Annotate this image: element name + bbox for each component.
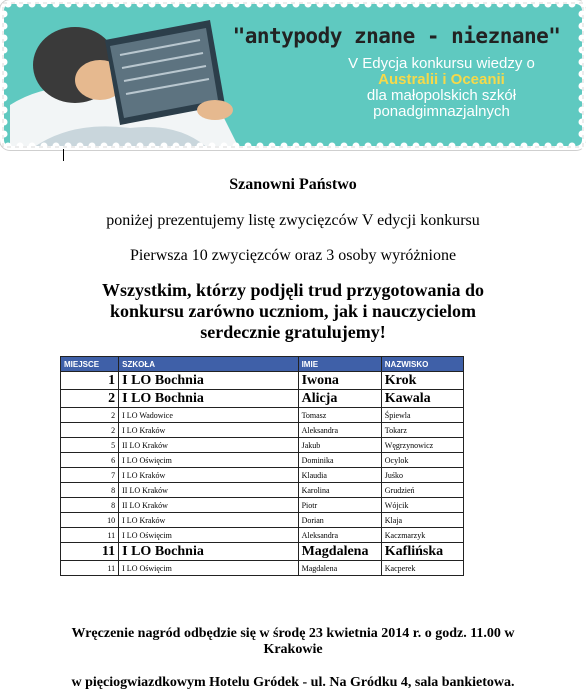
last-name-cell: Śpiewla [381,408,463,423]
table-row [61,561,464,576]
banner-line-1: V Edycja konkursu wiedzy o [304,56,579,72]
banner-line-4: ponadgimnazjalnych [304,104,579,120]
winners-table [60,356,464,576]
last-name-cell: Klaja [381,513,463,528]
school-cell: I LO Wadowice [119,408,298,423]
subtitle-text: Pierwsza 10 zwycięzców oraz 3 osoby wyróżnione [0,247,586,265]
table-row [61,468,464,483]
greeting: Szanowni Państwo [0,176,586,194]
text-cursor [63,149,64,161]
table-row [61,543,464,561]
rank-cell: 8 [61,483,119,498]
first-name-cell: Jakub [298,438,381,453]
school-cell: II LO Kraków [119,438,298,453]
banner-title: "antypody znane - nieznane" [209,24,582,48]
first-name-cell: Aleksandra [298,528,381,543]
banner-line-3: dla małopolskich szkół [304,88,579,104]
school-cell: I LO Bochnia [119,543,298,561]
first-name-cell: Karolina [298,483,381,498]
school-cell: I LO Kraków [119,423,298,438]
award-ceremony-text: Wręczenie nagród odbędzie się w środę 23 kwietnia 2014 r. o godz. 11.00 w Krakowie [50,626,536,658]
first-name-cell: Aleksandra [298,423,381,438]
table-row [61,438,464,453]
stamp-frame [4,4,582,146]
first-name-cell: Tomasz [298,408,381,423]
school-cell: I LO Kraków [119,513,298,528]
first-name-cell: Iwona [298,372,381,390]
last-name-cell: Węgrzynowicz [381,438,463,453]
first-name-cell: Alicja [298,390,381,408]
table-row [61,423,464,438]
table-row [61,453,464,468]
rank-cell: 5 [61,438,119,453]
header-last-name: NAZWISKO [381,357,463,372]
last-name-cell: Kaczmarzyk [381,528,463,543]
last-name-cell: Kacperek [381,561,463,576]
last-name-cell: Tokarz [381,423,463,438]
school-cell: II LO Kraków [119,498,298,513]
last-name-cell: Wójcik [381,498,463,513]
school-cell: I LO Oświęcim [119,453,298,468]
first-name-cell: Klaudia [298,468,381,483]
rank-cell: 11 [61,528,119,543]
congratulations-text: Wszystkim, którzy podjęli trud przygotowania do konkursu zarówno uczniom, jak i nauczycielom serdecznie gratulujemy! [70,280,516,343]
rank-cell: 6 [61,453,119,468]
last-name-cell: Kawala [381,390,463,408]
banner-line-2: Australii i Oceanii [304,72,579,88]
rank-cell: 2 [61,408,119,423]
header-school: SZKOŁA [119,357,298,372]
table-row [61,408,464,423]
last-name-cell: Grudzień [381,483,463,498]
first-name-cell: Dorian [298,513,381,528]
school-cell: II LO Kraków [119,483,298,498]
rank-cell: 11 [61,543,119,561]
first-name-cell: Magdalena [298,543,381,561]
rank-cell: 2 [61,423,119,438]
table-row [61,498,464,513]
table-row [61,513,464,528]
last-name-cell: Krok [381,372,463,390]
rank-cell: 1 [61,372,119,390]
header-banner [0,0,586,150]
rank-cell: 2 [61,390,119,408]
perforation-dot [581,143,586,150]
first-name-cell: Piotr [298,498,381,513]
last-name-cell: Kaflińska [381,543,463,561]
banner-subtitle [304,56,579,120]
rank-cell: 11 [61,561,119,576]
school-cell: I LO Bochnia [119,372,298,390]
rank-cell: 8 [61,498,119,513]
header-first-name: IMIE [298,357,381,372]
school-cell: I LO Oświęcim [119,528,298,543]
table-body [61,372,464,576]
table-row [61,372,464,390]
header-rank: MIEJSCE [61,357,119,372]
rank-cell: 7 [61,468,119,483]
table-row [61,483,464,498]
first-name-cell: Magdalena [298,561,381,576]
table-header-row [61,357,464,372]
school-cell: I LO Oświęcim [119,561,298,576]
venue-text: w pięciogwiazdkowym Hotelu Gródek - ul. Na Gródku 4, sala bankietowa. [30,675,556,691]
intro-text: poniżej prezentujemy listę zwycięzców V edycji konkursu [0,212,586,230]
school-cell: I LO Bochnia [119,390,298,408]
first-name-cell: Dominika [298,453,381,468]
last-name-cell: Juśko [381,468,463,483]
school-cell: I LO Kraków [119,468,298,483]
rank-cell: 10 [61,513,119,528]
last-name-cell: Ocylok [381,453,463,468]
table-row [61,390,464,408]
table-row [61,528,464,543]
